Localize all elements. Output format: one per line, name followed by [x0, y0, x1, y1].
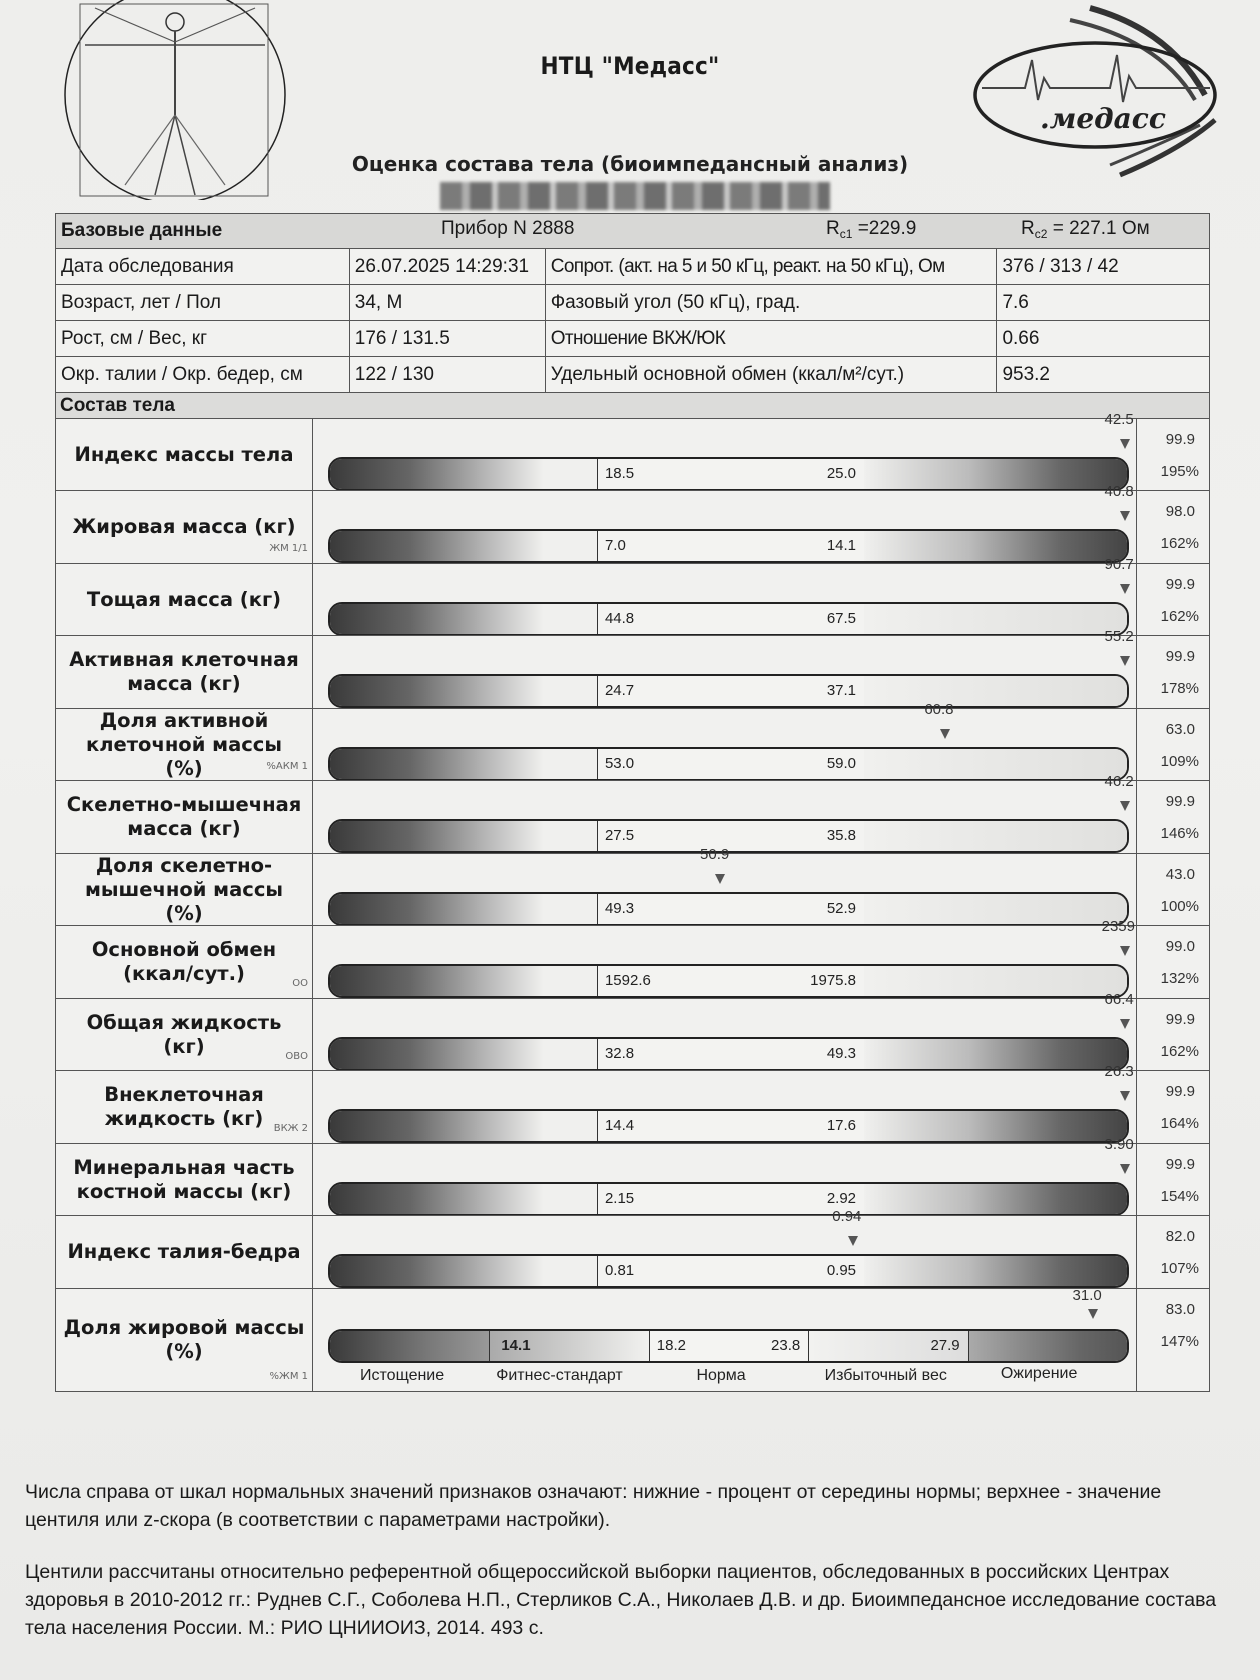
- seg-below-norm: [330, 604, 597, 634]
- norm-high: 59.0: [826, 754, 857, 772]
- threshold-label: 27.9: [930, 1336, 960, 1354]
- norm-scale: [328, 990, 1134, 1071]
- report-title: Оценка состава тела (биоимпедансный анализ): [351, 152, 909, 176]
- percent-of-norm: 109%: [1160, 752, 1199, 770]
- footnote-reference: Центили рассчитаны относительно референтной общероссийской выборки пациентов, обследованных в российских Центрах здоровья в 2010-2012 гг.: Руднев С.Г., Соболева Н.П., Стерликов С.А., Николаев Д.В. и др. Биоимпедансное исследование состава тела населения России. М.: РИО ЦНИИОИЗ, 2014. 493 с.: [25, 1561, 1217, 1639]
- seg-below-norm: [330, 749, 597, 779]
- base-label2: Сопрот. (акт. на 5 и 50 кГц, реакт. на 50 кГц), Ом: [545, 249, 997, 285]
- percent-of-norm: 162%: [1160, 535, 1199, 552]
- rc1-readout: [826, 218, 916, 241]
- seg-above-norm: [864, 459, 1127, 489]
- seg-below-norm: [330, 821, 597, 851]
- norm-scale: [328, 1135, 1134, 1216]
- seg-exhaustion: [330, 1331, 489, 1361]
- redacted-patient-name: [440, 182, 830, 210]
- base-title: Базовые данные: [61, 220, 223, 241]
- category-label: Норма: [696, 1366, 746, 1384]
- norm-low: 27.5: [604, 827, 635, 844]
- norm-low: 1592.6: [604, 972, 651, 989]
- value-marker-icon: [1120, 1091, 1130, 1101]
- row-label-text: Основной обмен (ккал/сут.): [91, 938, 277, 985]
- row-label: [56, 781, 313, 853]
- seg-above-norm: [864, 676, 1127, 706]
- marker-value: 50.9: [700, 845, 730, 863]
- base-row: [56, 321, 1210, 357]
- norm-bar: [328, 747, 1129, 781]
- seg-above-norm: [864, 1111, 1127, 1141]
- composition-row: [55, 1208, 1210, 1289]
- percent-of-norm: 162%: [1160, 1042, 1199, 1060]
- org-title: НТЦ "Медасс": [540, 52, 720, 80]
- seg-above-norm: [864, 531, 1127, 561]
- row-label: [56, 491, 313, 563]
- row-label-text: Доля скелетно-мышечной массы (%): [84, 853, 284, 925]
- seg-above-norm: [864, 821, 1127, 851]
- row-code: %ЖМ 1: [269, 1370, 308, 1382]
- row-label-text: Общая жидкость (кг): [86, 1010, 282, 1058]
- base-value2: 7.6: [997, 285, 1210, 321]
- centile-value: 99.9: [1165, 1010, 1195, 1028]
- marker-value: 3.90: [1104, 1135, 1134, 1153]
- norm-high: 25.0: [826, 464, 857, 482]
- centile-value: 43.0: [1165, 865, 1195, 883]
- row-label-text: Доля активной клеточной массы (%): [86, 708, 282, 780]
- value-marker-icon: [940, 729, 950, 739]
- norm-high: 35.8: [826, 827, 857, 844]
- base-label: Рост, см / Вес, кг: [56, 321, 350, 357]
- row-right-values: [1136, 419, 1209, 491]
- seg-norm: [597, 459, 866, 489]
- norm-scale: [328, 628, 1134, 708]
- composition-title: Состав тела: [55, 392, 1210, 419]
- seg-obesity: [968, 1331, 1128, 1361]
- seg-below-norm: [330, 1111, 597, 1141]
- marker-value: 2359: [1101, 918, 1135, 935]
- seg-norm: [597, 531, 866, 561]
- seg-norm: [597, 1184, 866, 1214]
- norm-bar: [328, 1109, 1129, 1143]
- base-row: [56, 285, 1210, 321]
- composition-row: [55, 555, 1210, 637]
- row-label: [56, 709, 313, 781]
- norm-high: 52.9: [826, 899, 857, 917]
- seg-norm: [597, 894, 866, 924]
- marker-value: 31.0: [1072, 1286, 1102, 1304]
- seg-norm: [597, 676, 866, 706]
- centile-value: 99.9: [1165, 793, 1195, 810]
- value-marker-icon: [1120, 1164, 1130, 1174]
- centile-value: 99.0: [1165, 938, 1195, 955]
- seg-below-norm: [330, 676, 597, 706]
- seg-norm: [597, 821, 866, 851]
- row-label-text: Индекс талия-бедра: [67, 1240, 301, 1263]
- norm-high: 0.95: [826, 1262, 857, 1279]
- centile-value: 99.9: [1165, 430, 1195, 448]
- value-marker-icon: [1120, 584, 1130, 594]
- seg-above-norm: [864, 966, 1127, 996]
- row-code: ВКЖ 2: [273, 1123, 308, 1134]
- seg-above-norm: [864, 1184, 1127, 1214]
- percent-of-norm: 100%: [1160, 897, 1199, 915]
- norm-scale: [328, 483, 1134, 563]
- norm-scale: [328, 773, 1134, 853]
- base-label: Возраст, лет / Пол: [56, 285, 350, 321]
- norm-high: 49.3: [826, 1044, 857, 1062]
- norm-low: 18.5: [604, 464, 635, 482]
- norm-bar: [328, 674, 1129, 708]
- centile-value: 82.0: [1165, 1228, 1195, 1245]
- row-label-text: Внеклеточная жидкость (кг): [104, 1083, 264, 1130]
- composition-row: [55, 410, 1210, 492]
- base-label2: Фазовый угол (50 кГц), град.: [545, 285, 997, 321]
- row-label: [56, 999, 313, 1071]
- fat-percent-row: [55, 1288, 1210, 1392]
- rc2-readout: [1021, 218, 1150, 241]
- norm-low: 24.7: [604, 682, 635, 699]
- base-value: 122 / 130: [349, 357, 545, 393]
- row-label-text: Активная клеточная масса (кг): [69, 648, 299, 695]
- norm-low: 14.4: [604, 1117, 635, 1134]
- norm-low: 49.3: [604, 899, 635, 917]
- composition-row: [55, 1135, 1210, 1217]
- row-label-text: Скелетно-мышечная масса (кг): [66, 793, 302, 840]
- category-label: Фитнес-стандарт: [496, 1366, 623, 1384]
- percent-of-norm: 146%: [1160, 825, 1199, 842]
- centile-value: 99.9: [1165, 648, 1195, 665]
- centile-value: 99.9: [1165, 1083, 1195, 1100]
- seg-above-norm: [864, 894, 1127, 924]
- value-marker-icon: [715, 874, 725, 884]
- seg-norm: [597, 1039, 866, 1069]
- seg-above-norm: [864, 749, 1127, 779]
- base-value2: 0.66: [997, 321, 1210, 357]
- value-marker-icon: [1120, 946, 1130, 956]
- category-label: Истощение: [360, 1366, 445, 1384]
- row-label: [56, 1144, 313, 1216]
- norm-low: 7.0: [604, 537, 626, 554]
- percent-of-norm: 154%: [1160, 1187, 1199, 1205]
- footnote-legend: Числа справа от шкал нормальных значений признаков означают: нижние - процент от середины нормы; верхнее - значение центиля или z-скора (в соответствии с параметрами настройки).: [25, 1481, 1162, 1531]
- norm-low: 53.0: [604, 754, 635, 772]
- threshold-label: 18.2: [656, 1336, 686, 1354]
- percent-of-norm: 107%: [1160, 1260, 1199, 1277]
- centile-value: 63.0: [1165, 720, 1195, 738]
- marker-value: 66.4: [1104, 990, 1134, 1008]
- norm-bar: [328, 964, 1129, 998]
- percent-of-norm: 178%: [1160, 680, 1199, 697]
- value-marker-icon: [1120, 656, 1130, 666]
- category-label: Ожирение: [1000, 1364, 1078, 1382]
- row-right-values: [1136, 781, 1209, 853]
- row-code: ЖМ 1/1: [269, 543, 308, 554]
- row-right-values: [1136, 1144, 1209, 1216]
- marker-value: 55.2: [1104, 628, 1134, 645]
- norm-scale: [328, 918, 1135, 998]
- seg-norm: [597, 604, 866, 634]
- seg-below-norm: [330, 1039, 597, 1069]
- base-value2: 376 / 313 / 42: [997, 249, 1210, 285]
- row-label: [56, 636, 313, 708]
- rc2-sub: c2: [1034, 227, 1048, 241]
- seg-norm: [597, 1111, 866, 1141]
- row-label: [56, 854, 313, 926]
- seg-norm: [597, 1256, 866, 1286]
- percent-of-norm: 162%: [1160, 607, 1199, 625]
- centile-value: 99.9: [1165, 575, 1195, 593]
- row-label: [56, 1071, 313, 1143]
- fat-percent-bar: [328, 1329, 1129, 1363]
- norm-bar: [328, 457, 1129, 491]
- seg-below-norm: [330, 1256, 597, 1286]
- rc1-label: R: [826, 218, 840, 239]
- base-value: 26.07.2025 14:29:31: [349, 249, 545, 285]
- seg-above-norm: [864, 1256, 1127, 1286]
- row-code: %АКМ 1: [266, 760, 308, 772]
- row-label-text: Индекс массы тела: [74, 442, 294, 466]
- threshold-label: 14.1: [501, 1336, 531, 1354]
- device-number: Прибор N 2888: [441, 218, 575, 239]
- marker-value: 60.8: [924, 700, 954, 718]
- value-marker-icon: [1120, 439, 1130, 449]
- norm-scale: [328, 555, 1134, 636]
- row-label: [56, 419, 313, 491]
- norm-low: 0.81: [604, 1262, 635, 1279]
- norm-bar: [328, 1037, 1129, 1071]
- base-data-table: [55, 213, 1210, 393]
- marker-value: 90.7: [1104, 555, 1134, 573]
- seg-below-norm: [330, 459, 597, 489]
- percent-of-norm: 132%: [1160, 970, 1199, 987]
- norm-high: 67.5: [826, 609, 857, 627]
- threshold-label: 23.8: [771, 1336, 801, 1354]
- base-value: 176 / 131.5: [349, 321, 545, 357]
- row-right-values: [1136, 1216, 1209, 1288]
- seg-below-norm: [330, 531, 597, 561]
- base-value: 34, М: [349, 285, 545, 321]
- percent-of-norm: 164%: [1160, 1115, 1199, 1132]
- base-value2: 953.2: [997, 357, 1210, 393]
- row-right-values: [1136, 636, 1209, 708]
- row-label: [56, 926, 313, 998]
- row-label: [56, 1289, 313, 1391]
- norm-low: 44.8: [604, 609, 635, 627]
- norm-bar: [328, 1254, 1129, 1288]
- row-right-values: [1136, 999, 1209, 1071]
- norm-high: 17.6: [826, 1117, 857, 1134]
- rc2-value: = 227.1 Ом: [1052, 218, 1150, 239]
- percent-of-norm: 195%: [1160, 462, 1199, 480]
- seg-below-norm: [330, 966, 597, 996]
- row-label-text: Тощая масса (кг): [86, 587, 282, 611]
- row-code: ОО: [292, 978, 308, 989]
- centile-value: 83.0: [1165, 1300, 1195, 1318]
- row-right-values: [1136, 491, 1209, 563]
- row-right-values: [1136, 709, 1209, 781]
- row-label: [56, 564, 313, 636]
- base-label: Дата обследования: [56, 249, 350, 285]
- row-label-text: Жировая масса (кг): [72, 515, 296, 538]
- fat-percent-scale: [328, 1286, 1129, 1391]
- norm-high: 2.92: [826, 1189, 857, 1207]
- norm-high: 37.1: [826, 682, 857, 699]
- norm-bar: [328, 892, 1129, 926]
- norm-bar: [328, 1182, 1129, 1216]
- body-composition-section: [55, 392, 1210, 1392]
- marker-value: 40.8: [1104, 483, 1134, 500]
- row-label-text: Минеральная часть костной массы (кг): [73, 1155, 295, 1203]
- composition-row: [55, 990, 1210, 1072]
- marker-value: 0.94: [832, 1208, 862, 1225]
- composition-row: [55, 1063, 1210, 1144]
- seg-below-norm: [330, 1184, 597, 1214]
- norm-scale: [328, 410, 1134, 491]
- value-marker-icon: [1120, 1019, 1130, 1029]
- norm-scale: [328, 845, 1129, 926]
- marker-value: 26.3: [1104, 1063, 1134, 1080]
- composition-row: [55, 918, 1210, 999]
- row-right-values: [1136, 1071, 1209, 1143]
- norm-bar: [328, 529, 1129, 563]
- centile-value: 99.9: [1165, 1155, 1195, 1173]
- value-marker-icon: [1088, 1309, 1098, 1319]
- norm-bar: [328, 602, 1129, 636]
- category-label: Избыточный вес: [824, 1366, 947, 1384]
- seg-below-norm: [330, 894, 597, 924]
- base-row: [56, 357, 1210, 393]
- norm-low: 2.15: [604, 1189, 635, 1207]
- value-marker-icon: [848, 1236, 858, 1246]
- norm-low: 32.8: [604, 1044, 635, 1062]
- composition-rows: [55, 410, 1210, 1290]
- base-label: Окр. талии / Окр. бедер, см: [56, 357, 350, 393]
- base-label2: Удельный основной обмен (ккал/м²/сут.): [545, 357, 997, 393]
- logo-text: .медасс: [1040, 102, 1166, 135]
- seg-norm: [597, 749, 866, 779]
- composition-row: [55, 628, 1210, 709]
- composition-row: [55, 700, 1210, 782]
- rc1-sub: c1: [839, 227, 853, 241]
- row-right-values: [1136, 926, 1209, 998]
- rc1-value: =229.9: [857, 218, 917, 239]
- norm-scale: [328, 700, 1129, 781]
- row-code: ОВО: [285, 1050, 308, 1062]
- value-marker-icon: [1120, 801, 1130, 811]
- composition-row: [55, 845, 1210, 927]
- norm-scale: [328, 1208, 1129, 1288]
- seg-above-norm: [864, 604, 1127, 634]
- base-row: [56, 249, 1210, 285]
- norm-scale: [328, 1063, 1134, 1143]
- rc2-label: R: [1021, 218, 1035, 239]
- marker-value: 42.5: [1104, 410, 1134, 428]
- row-right-values: [1136, 1289, 1209, 1391]
- row-label: [56, 1216, 313, 1288]
- composition-row: [55, 773, 1210, 854]
- row-right-values: [1136, 564, 1209, 636]
- centile-value: 98.0: [1165, 503, 1195, 520]
- base-label2: Отношение ВКЖ/ЮК: [545, 321, 997, 357]
- norm-high: 14.1: [826, 537, 857, 554]
- base-header-row: [56, 214, 1210, 249]
- percent-of-norm: 147%: [1160, 1332, 1199, 1350]
- composition-row: [55, 483, 1210, 564]
- value-marker-icon: [1120, 511, 1130, 521]
- row-right-values: [1136, 854, 1209, 926]
- marker-value: 46.2: [1104, 773, 1134, 790]
- row-label-text: Доля жировой массы (%): [63, 1315, 305, 1363]
- seg-above-norm: [864, 1039, 1127, 1069]
- norm-high: 1975.8: [810, 972, 857, 989]
